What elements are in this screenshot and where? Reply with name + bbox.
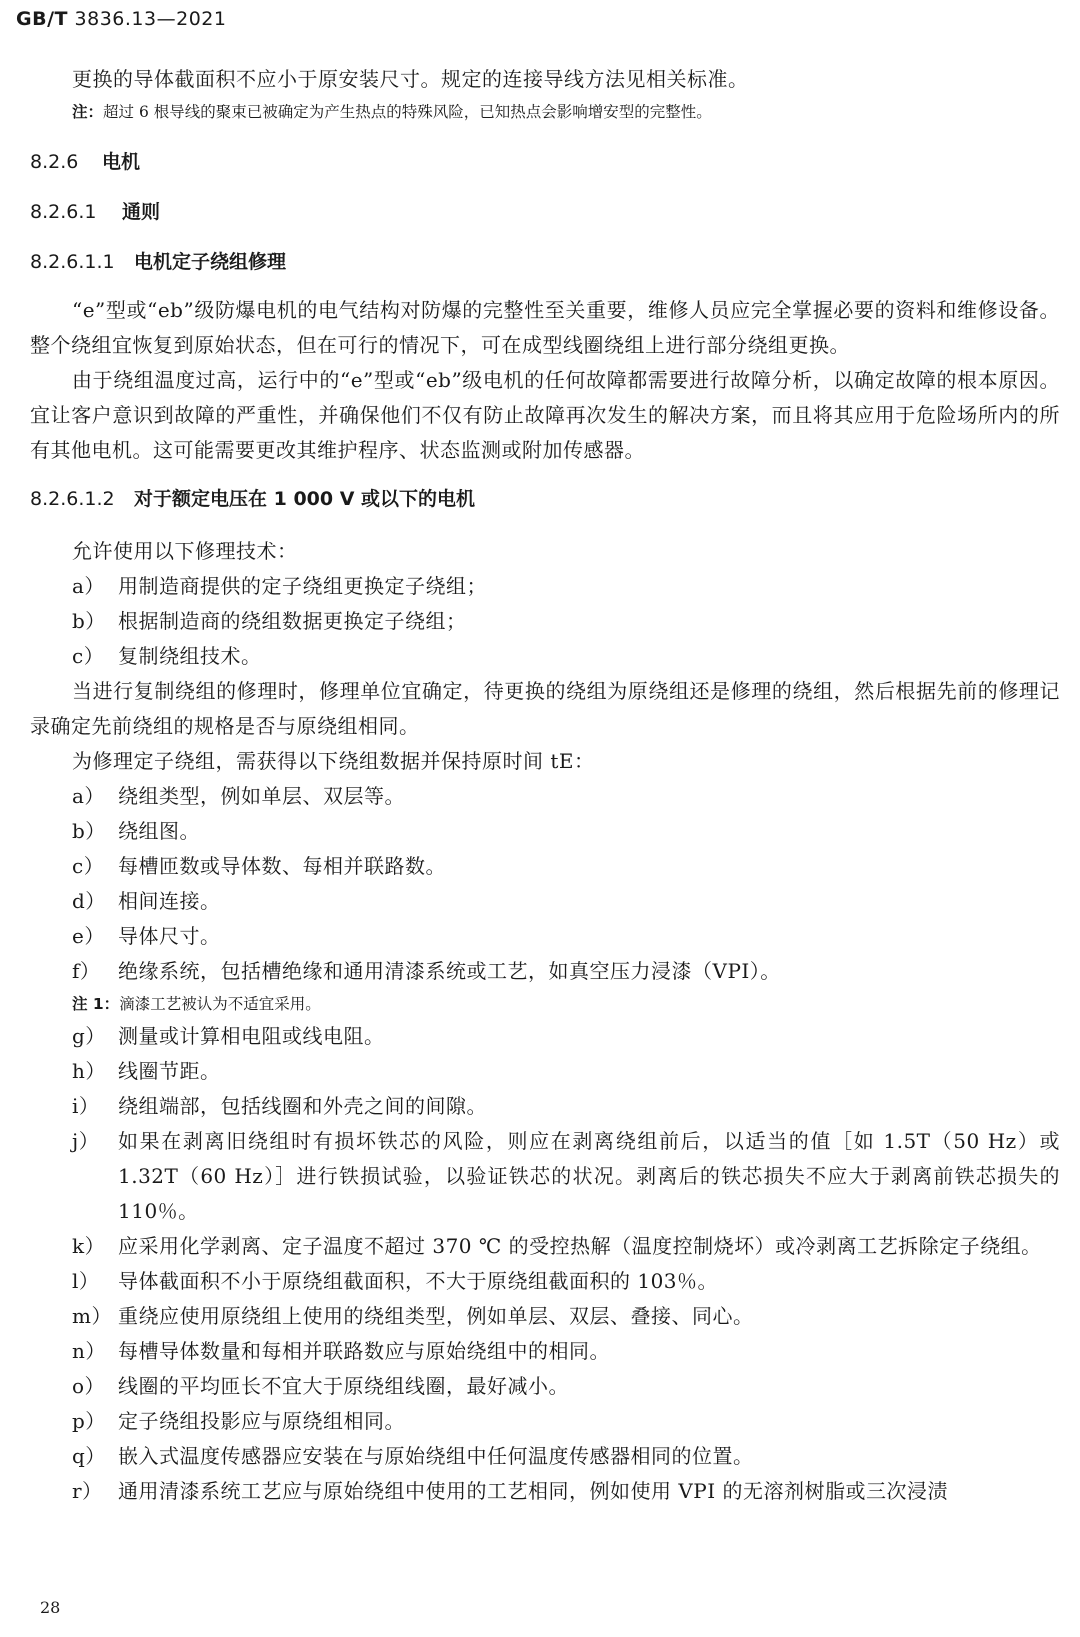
list-marker: m） xyxy=(72,1304,112,1328)
list-item xyxy=(30,814,1060,849)
list-item xyxy=(30,1369,1060,1404)
section-number: 8.2.6.1 xyxy=(30,201,97,223)
list-marker: c） xyxy=(72,854,105,878)
list-item xyxy=(30,569,1060,604)
section-title: 通则 xyxy=(122,201,161,223)
standard-prefix: GB/T xyxy=(16,8,68,30)
list-text: 每槽导体数量和每相并联路数应与原始绕组中的相同。 xyxy=(118,1339,610,1363)
list-text: 如果在剥离旧绕组时有损坏铁芯的风险，则应在剥离绕组前后，以适当的值［如 1.5T（50 Hz）或 1.32T（60 Hz）］进行铁损试验，以验证铁芯的状况。剥离后的铁芯损失不应大于剥离前铁芯损失的 110％。 xyxy=(118,1129,1060,1223)
list-marker: r） xyxy=(72,1479,103,1503)
intro-note xyxy=(72,97,1060,127)
list-text: 重绕应使用原绕组上使用的绕组类型，例如单层、双层、叠接、同心。 xyxy=(118,1304,754,1328)
winding-data-list-g-r xyxy=(30,1019,1060,1509)
list-text: 绕组图。 xyxy=(118,819,200,843)
list-text: 导体截面积不小于原绕组截面积，不大于原绕组截面积的 103％。 xyxy=(118,1269,719,1293)
note-text: 超过 6 根导线的聚束已被确定为产生热点的特殊风险，已知热点会影响增安型的完整性。 xyxy=(103,103,712,121)
list-marker: a） xyxy=(72,574,105,598)
list-text: 导体尺寸。 xyxy=(118,924,221,948)
note-text: 滴漆工艺被认为不适宜采用。 xyxy=(119,995,321,1013)
list-text: 嵌入式温度传感器应安装在与原始绕组中任何温度传感器相同的位置。 xyxy=(118,1444,754,1468)
section-number: 8.2.6 xyxy=(30,151,79,173)
section-title: 电机 xyxy=(102,151,141,173)
section-title: 电机定子绕组修理 xyxy=(134,251,287,273)
techniques-list xyxy=(30,569,1060,674)
copy-winding-paragraph: 当进行复制绕组的修理时，修理单位宜确定，待更换的绕组为原绕组还是修理的绕组，然后根据先前的修理记录确定先前绕组的规格是否与原绕组相同。 xyxy=(30,679,1060,738)
list-item xyxy=(30,884,1060,919)
list-text: 根据制造商的绕组数据更换定子绕组； xyxy=(118,609,467,633)
list-item xyxy=(30,1229,1060,1264)
note-label: 注 1： xyxy=(72,995,120,1013)
list-marker: g） xyxy=(72,1024,106,1048)
page-content xyxy=(30,62,1060,1509)
intro-paragraph: 更换的导体截面积不应小于原安装尺寸。规定的连接导线方法见相关标准。 xyxy=(72,67,749,91)
list-marker: h） xyxy=(72,1059,106,1083)
note-1 xyxy=(72,989,1060,1019)
list-marker: f） xyxy=(72,959,101,983)
list-text: 复制绕组技术。 xyxy=(118,644,262,668)
list-item xyxy=(30,1439,1060,1474)
list-text: 每槽匝数或导体数、每相并联路数。 xyxy=(118,854,446,878)
section-title: 对于额定电压在 1 000 V 或以下的电机 xyxy=(134,488,476,510)
list-item xyxy=(30,849,1060,884)
list-marker: p） xyxy=(72,1409,106,1433)
list-text: 线圈节距。 xyxy=(118,1059,221,1083)
list-text: 通用清漆系统工艺应与原始绕组中使用的工艺相同，例如使用 VPI 的无溶剂树脂或三次浸渍 xyxy=(118,1479,949,1503)
list-text: 绕组端部，包括线圈和外壳之间的间隙。 xyxy=(118,1094,487,1118)
list-item xyxy=(30,1264,1060,1299)
list-item xyxy=(30,604,1060,639)
heading-8-2-6 xyxy=(30,137,1060,187)
heading-8-2-6-1-2 xyxy=(30,474,1060,524)
list-item xyxy=(30,779,1060,814)
list-item xyxy=(30,1019,1060,1054)
list-item xyxy=(30,1299,1060,1334)
list-marker: k） xyxy=(72,1234,106,1258)
list-marker: o） xyxy=(72,1374,106,1398)
list-text: 应采用化学剥离、定子温度不超过 370 ℃ 的受控热解（温度控制烧坏）或冷剥离工艺拆除定子绕组。 xyxy=(118,1234,1042,1258)
list-marker: a） xyxy=(72,784,105,808)
list-text: 测量或计算相电阻或线电阻。 xyxy=(118,1024,385,1048)
list-item xyxy=(30,1124,1060,1229)
list-marker: i） xyxy=(72,1094,100,1118)
page-number: 28 xyxy=(40,1598,61,1617)
list-item xyxy=(30,1474,1060,1509)
winding-data-intro: 为修理定子绕组，需获得以下绕组数据并保持原时间 tE： xyxy=(72,749,595,773)
standard-header xyxy=(16,8,226,30)
heading-8-2-6-1-1 xyxy=(30,237,1060,287)
list-marker: b） xyxy=(72,819,106,843)
list-item xyxy=(30,954,1060,989)
list-item xyxy=(30,919,1060,954)
list-text: 线圈的平均匝长不宜大于原绕组线圈，最好减小。 xyxy=(118,1374,569,1398)
list-item xyxy=(30,1089,1060,1124)
list-text: 相间连接。 xyxy=(118,889,221,913)
list-item xyxy=(30,639,1060,674)
list-marker: l） xyxy=(72,1269,100,1293)
note-label: 注： xyxy=(72,103,104,121)
list-text: 绝缘系统，包括槽绝缘和通用清漆系统或工艺，如真空压力浸漆（VPI）。 xyxy=(118,959,781,983)
list-marker: j） xyxy=(72,1129,100,1153)
paragraph-winding-structure: “e”型或“eb”级防爆电机的电气结构对防爆的完整性至关重要，维修人员应完全掌握必要的资料和维修设备。整个绕组宜恢复到原始状态，但在可行的情况下，可在成型线圈绕组上进行部分绕组更换。 xyxy=(30,298,1060,357)
paragraph-fault-analysis: 由于绕组温度过高，运行中的“e”型或“eb”级电机的任何故障都需要进行故障分析，以确定故障的根本原因。宜让客户意识到故障的严重性，并确保他们不仅有防止故障再次发生的解决方案，而且将其应用于危险场所内的所有其他电机。这可能需要更改其维护程序、状态监测或附加传感器。 xyxy=(30,368,1060,462)
section-number: 8.2.6.1.1 xyxy=(30,251,115,273)
allowed-techniques-intro: 允许使用以下修理技术： xyxy=(72,539,298,563)
standard-code: 3836.13—2021 xyxy=(74,8,227,30)
list-text: 定子绕组投影应与原绕组相同。 xyxy=(118,1409,405,1433)
list-marker: n） xyxy=(72,1339,106,1363)
list-item xyxy=(30,1404,1060,1439)
section-number: 8.2.6.1.2 xyxy=(30,488,115,510)
heading-8-2-6-1 xyxy=(30,187,1060,237)
list-marker: d） xyxy=(72,889,106,913)
list-item xyxy=(30,1334,1060,1369)
list-text: 用制造商提供的定子绕组更换定子绕组； xyxy=(118,574,487,598)
list-item xyxy=(30,1054,1060,1089)
list-marker: c） xyxy=(72,644,105,668)
list-marker: b） xyxy=(72,609,106,633)
list-marker: e） xyxy=(72,924,105,948)
list-text: 绕组类型，例如单层、双层等。 xyxy=(118,784,405,808)
winding-data-list-a-f xyxy=(30,779,1060,989)
list-marker: q） xyxy=(72,1444,106,1468)
